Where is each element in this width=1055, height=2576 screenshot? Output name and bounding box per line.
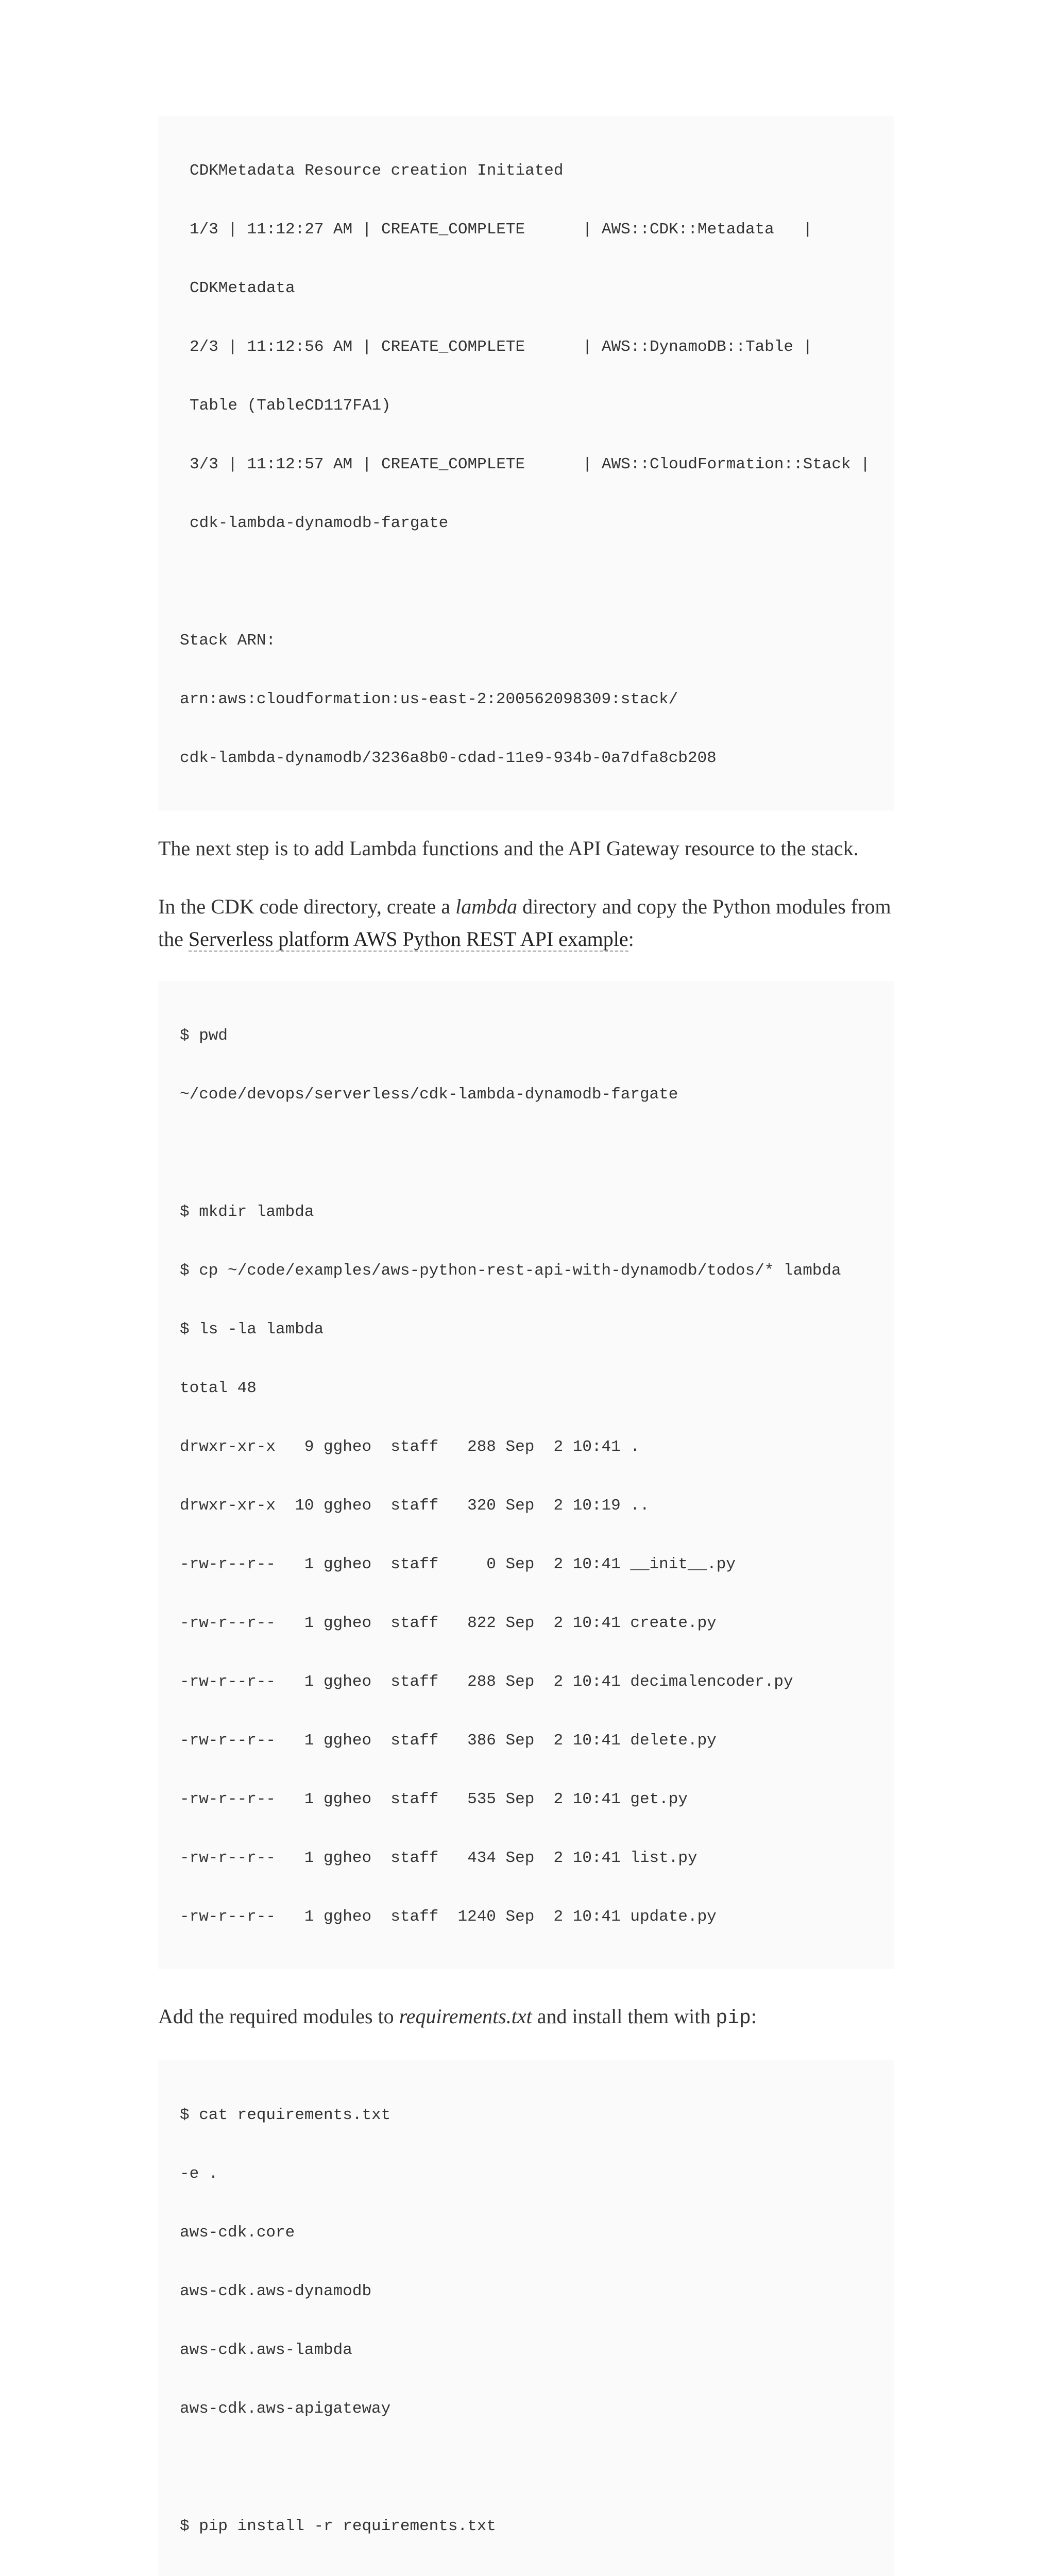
code-line: $ pip install -r requirements.txt: [180, 2517, 496, 2535]
code-line: aws-cdk.aws-apigateway: [180, 2400, 391, 2418]
code-line: -rw-r--r-- 1 ggheo staff 386 Sep 2 10:41 delete.py: [180, 1732, 717, 1750]
code-line: 3/3 | 11:12:57 AM | CREATE_COMPLETE | AWS::CloudFormation::Stack |: [190, 455, 870, 473]
code-line: -rw-r--r-- 1 ggheo staff 535 Sep 2 10:41 get.py: [180, 1790, 688, 1808]
code-block-requirements: [158, 2060, 894, 2576]
code-line: cdk-lambda-dynamodb/3236a8b0-cdad-11e9-934b-0a7dfa8cb208: [180, 749, 717, 767]
paragraph-text: and install them with: [532, 2005, 716, 2028]
code-line: $ cat requirements.txt: [180, 2106, 391, 2124]
italic-term: lambda: [455, 895, 518, 918]
code-line: total 48: [180, 1379, 257, 1397]
code-line: [180, 2458, 894, 2478]
paragraph-create-lambda-directory: [158, 890, 894, 955]
code-line: $ cp ~/code/examples/aws-python-rest-api-with-dynamodb/todos/* lambda: [180, 1262, 841, 1280]
code-line: aws-cdk.core: [180, 2224, 295, 2242]
code-line: drwxr-xr-x 10 ggheo staff 320 Sep 2 10:19 ..: [180, 1497, 650, 1515]
paragraph-requirements: [158, 2000, 894, 2035]
code-line: $ ls -la lambda: [180, 1320, 324, 1338]
paragraph-text: :: [628, 927, 634, 951]
code-line: -rw-r--r-- 1 ggheo staff 1240 Sep 2 10:41 update.py: [180, 1908, 717, 1926]
code-line: aws-cdk.aws-dynamodb: [180, 2282, 372, 2300]
code-line: [180, 1144, 894, 1163]
code-line: -rw-r--r-- 1 ggheo staff 822 Sep 2 10:41 create.py: [180, 1614, 717, 1632]
code-block-cdk-deploy-output: [158, 116, 894, 810]
paragraph-text: In the CDK code directory, create a: [158, 895, 456, 918]
code-line: [180, 572, 894, 592]
code-line: -e .: [180, 2165, 218, 2183]
paragraph-text: directory and copy the Python modules from the: [158, 895, 891, 951]
code-line: Table (TableCD117FA1): [190, 397, 391, 415]
code-line: arn:aws:cloudformation:us-east-2:200562098309:stack/: [180, 690, 678, 708]
code-line: -rw-r--r-- 1 ggheo staff 0 Sep 2 10:41 __init__.py: [180, 1555, 736, 1573]
code-line: 2/3 | 11:12:56 AM | CREATE_COMPLETE | AWS::DynamoDB::Table |: [190, 338, 813, 356]
code-line: $ mkdir lambda: [180, 1203, 314, 1221]
code-line: drwxr-xr-x 9 ggheo staff 288 Sep 2 10:41 .: [180, 1438, 640, 1456]
code-line: 1/3 | 11:12:27 AM | CREATE_COMPLETE | AWS::CDK::Metadata |: [190, 221, 813, 239]
paragraph-next-step: The next step is to add Lambda functions and the API Gateway resource to the stack.: [158, 837, 859, 860]
code-line: Stack ARN:: [180, 632, 276, 650]
code-line: CDKMetadata: [190, 279, 295, 297]
paragraph-text: :: [751, 2005, 757, 2028]
code-line: $ pwd: [180, 1027, 228, 1045]
code-line: ~/code/devops/serverless/cdk-lambda-dynamodb-fargate: [180, 1086, 678, 1104]
code-block-lambda-directory: [158, 981, 894, 1969]
paragraph-text: Add the required modules to: [158, 2005, 399, 2028]
italic-term: requirements.txt: [399, 2005, 532, 2028]
serverless-example-link[interactable]: Serverless platform AWS Python REST API example: [188, 927, 628, 951]
code-line: CDKMetadata Resource creation Initiated: [190, 162, 564, 180]
code-line: cdk-lambda-dynamodb-fargate: [190, 514, 449, 532]
document-page: [158, 116, 894, 2576]
code-line: aws-cdk.aws-lambda: [180, 2341, 352, 2359]
inline-code: pip: [716, 2007, 751, 2029]
code-line: -rw-r--r-- 1 ggheo staff 434 Sep 2 10:41 list.py: [180, 1849, 697, 1867]
code-line: -rw-r--r-- 1 ggheo staff 288 Sep 2 10:41 decimalencoder.py: [180, 1673, 793, 1691]
